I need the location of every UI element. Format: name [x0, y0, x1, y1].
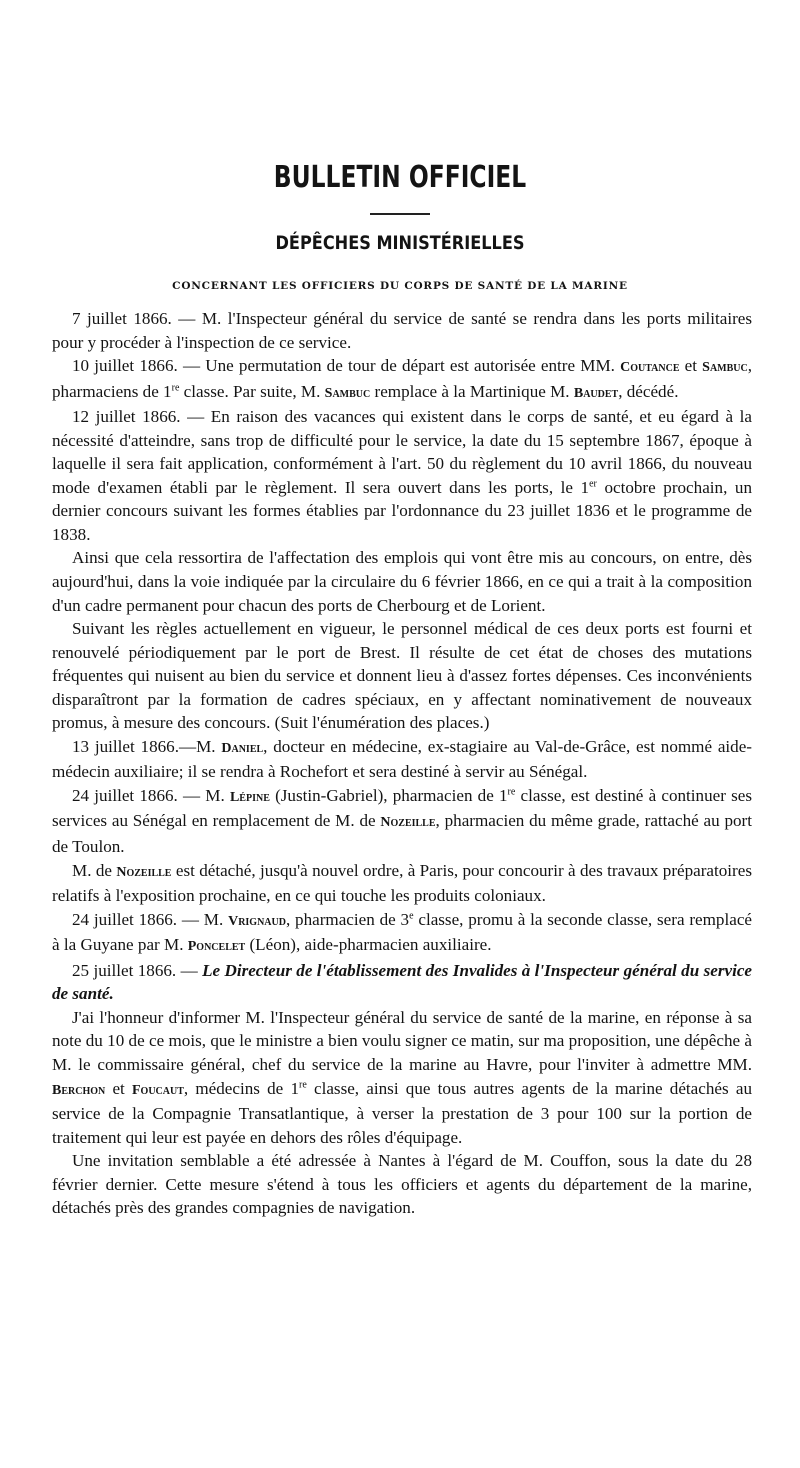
entry-date: 10 juillet 1866.	[72, 356, 178, 376]
entry-paragraph	[52, 959, 752, 1006]
entry-text: classe. Par suite, M.	[179, 381, 325, 401]
entry-text: M. de	[72, 860, 117, 880]
entry-paragraph	[52, 354, 752, 405]
entry-paragraph: Ainsi que cela ressortira de l'affectation des emplois qui vont être mis au concours, on entre, dès aujourd'hui, dans la voie indiquée par la circulaire du 6 février 1866, en ce qui a trait à la composition d'un cadre permanent pour chacun des ports de Cherbourg et de Lorient.	[52, 548, 752, 615]
entry-text: — M. l'Inspecteur général du service de santé se rendra dans les ports militaires pour y procéder à l'inspection de ce service.	[52, 309, 752, 352]
entry-text: —	[176, 960, 203, 980]
page-title: BULLETIN OFFICIEL	[273, 160, 527, 195]
entry-text: , pharmacien du même grade, rattaché au port de Toulon.	[52, 811, 752, 857]
entry-text: classe, est destiné à continuer ses services au Sénégal en remplacement de M. de	[52, 785, 752, 831]
entry-paragraph: Une invitation semblable a été adressée à Nantes à l'égard de M. Couffon, sous la date du 28 février dernier. Cette mesure s'étend à tous les officiers et agents du département de la marine, détachés près des grandes compagnies de navigation.	[52, 1151, 752, 1218]
section-title: DÉPÊCHES MINISTÉRIELLES	[275, 232, 525, 254]
person-name: Nozeille	[380, 815, 436, 831]
entry-date: 24 juillet 1866.	[72, 785, 178, 805]
entry-text: , médecins de 1	[183, 1078, 299, 1098]
entry-paragraph	[52, 735, 752, 784]
entry-text: — En raison des vacances qui existent dans le corps de santé, et eu égard à la nécessité d'atteindre, sans trop de difficulté pour le service, la date du 15 septembre 1867, époque à laquelle il sera fait application, conformément à l'art. 50 du règlement du 10 avril 1866, du nouveau mode d'examen établi par le règlement. Il sera ouvert dans les ports, le 1	[52, 407, 753, 497]
entry-text: classe, promu à la seconde classe, sera remplacé à la Guyane par M.	[52, 909, 752, 955]
entry-text: (Léon), aide-pharmacien auxiliaire.	[245, 935, 492, 955]
section-subtitle: CONCERNANT LES OFFICIERS DU CORPS DE SANTÉ DE LA MARINE	[172, 280, 628, 292]
entry-text: — M.	[177, 785, 230, 805]
letter-heading: Le Directeur de l'établissement des Invalides à l'Inspecteur général du service de santé.	[52, 960, 752, 1004]
entry-text: et	[679, 356, 703, 376]
person-name: Daniel	[221, 740, 264, 756]
entry-text: — Une permutation de tour de départ est autorisée entre MM.	[177, 356, 621, 376]
entry-paragraph: Suivant les règles actuellement en vigueur, le personnel médical de ces deux ports est fourni et renouvelé périodiquement par le port de Brest. Il résulte de cet état de choses des mutations fréquentes qui nuisent au bien du service et donnent lieu à d'assez fortes dépenses. Ces inconvénients disparaîtront par la formation de cadres spéciaux, en y affectant nominativement de nouveaux promus, à mesure des concours. (Suit l'énumération des places.)	[52, 619, 752, 733]
entry-date: 7 juillet 1866.	[72, 309, 172, 328]
person-name: Nozeille	[116, 864, 172, 880]
person-name: Sambuc	[324, 385, 371, 401]
entry-text: , docteur en médecine, ex-stagiaire au Val-de-Grâce, est nommé aide-médecin auxiliaire; il se rendra à Rochefort et sera destiné à servir au Sénégal.	[52, 736, 753, 782]
entry-text: est détaché, jusqu'à nouvel ordre, à Paris, pour concourir à des travaux préparatoires relatifs à l'exposition prochaine, en ce qui touche les produits coloniaux.	[52, 860, 752, 906]
entry-text: octobre prochain, un dernier concours suivant les formes établies par l'ordonnance du 23 juillet 1836 et le programme de 1838.	[52, 477, 753, 544]
person-name: Coutance	[620, 360, 680, 376]
person-name: Baudet	[573, 385, 619, 401]
person-name: Foucaut	[131, 1082, 184, 1098]
entry-paragraph	[52, 307, 752, 354]
person-name: Poncelet	[187, 939, 246, 955]
entry-date: 13 juillet 1866.	[72, 736, 180, 756]
entry-date: 24 juillet 1866.	[72, 909, 178, 929]
entry-text: remplace à la Martinique M.	[370, 381, 574, 401]
person-name: Berchon	[52, 1082, 106, 1098]
entry-paragraph	[52, 784, 752, 859]
person-name: Vrignaud	[228, 913, 286, 929]
person-name: Sambuc	[702, 360, 748, 376]
superscript: re	[507, 786, 516, 798]
title-divider	[370, 213, 430, 215]
entry-date: 12 juillet 1866.	[72, 407, 181, 427]
entry-paragraph	[52, 405, 752, 546]
entry-text: et	[105, 1078, 132, 1098]
entry-text: —M.	[179, 736, 222, 756]
entry-text: (Justin-Gabriel), pharmacien de 1	[269, 785, 508, 805]
document-body	[52, 307, 752, 1220]
entry-text: classe, ainsi que tous autres agents de la marine détachés au service de la Compagnie Transatlantique, à verser la prestation de 3 pour 100 sur la portion de traitement qui leur est payée en dehors des rôles d'équipage.	[52, 1078, 752, 1147]
entry-text: , pharmacien de 3	[285, 909, 410, 929]
entry-text: — M.	[177, 909, 229, 929]
entry-paragraph	[52, 1006, 752, 1149]
entry-paragraph	[52, 859, 752, 908]
entry-text: , décédé.	[618, 381, 679, 401]
entry-text: J'ai l'honneur d'informer M. l'Inspecteur général du service de santé de la marine, en réponse à sa note du 10 de ce mois, que le ministre a bien voulu signer ce matin, sur ma proposition, une dépêche à M. le commissaire général, chef du service de la marine au Havre, pour l'inviter à admettre MM.	[52, 1007, 752, 1074]
superscript: re	[171, 381, 180, 393]
superscript: re	[299, 1078, 307, 1090]
entry-text: , pharmaciens de 1	[52, 356, 753, 401]
entry-paragraph	[52, 908, 752, 959]
person-name: Lépine	[229, 789, 270, 805]
superscript: er	[589, 478, 597, 490]
superscript: e	[409, 909, 414, 921]
entry-date: 25 juillet 1866.	[72, 960, 177, 980]
